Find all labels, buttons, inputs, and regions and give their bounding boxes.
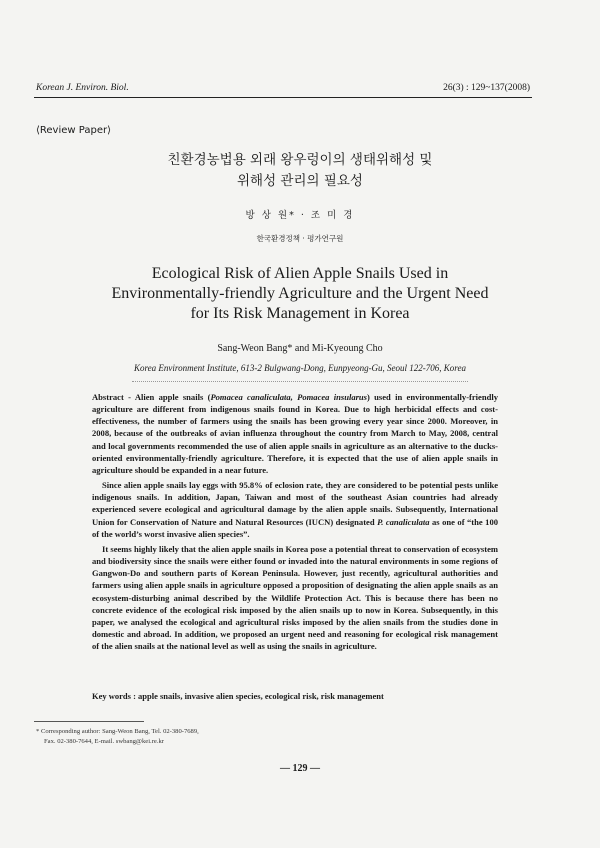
footnote-rule bbox=[34, 721, 144, 722]
english-title-line-1: Ecological Risk of Alien Apple Snails Used in bbox=[151, 265, 449, 282]
korean-authors: 방 상 원* · 조 미 경 bbox=[245, 210, 355, 221]
volume-info: 26(3) : 129~137(2008) bbox=[443, 83, 530, 93]
korean-title-line-2: 위해성 관리의 필요성 bbox=[237, 173, 363, 189]
footnote-line-2: Fax. 02-380-7644, E-mail. swbang@kei.re.kr bbox=[44, 738, 164, 745]
footnote bbox=[36, 727, 199, 747]
species-names: Pomacea canaliculata, Pomacea insularus bbox=[210, 392, 367, 402]
english-title-line-2: Environmentally-friendly Agriculture and the Urgent Need bbox=[111, 285, 489, 302]
abstract-paragraph-1 bbox=[92, 391, 498, 476]
english-title-line-3: for Its Risk Management in Korea bbox=[190, 305, 410, 322]
header-rule bbox=[34, 97, 532, 98]
english-authors: Sang-Weon Bang* and Mi-Kyeoung Cho bbox=[217, 343, 383, 354]
korean-affiliation: 한국환경정책 · 평가연구원 bbox=[256, 234, 344, 243]
species-name: P. canaliculata bbox=[377, 516, 430, 527]
abstract-paragraph-3: It seems highly likely that the alien apple snails in Korea pose a potential threat to conservation of ecosystem and biodiversity since the snails were either found or invaded into the natural environments in some regions of Gangwon-Do and southern parts of Korean Peninsula. However, just recently, agricultural authorities and farmers using alien apple snails in agriculture opposed a proposition of designating the alien apple snails as an ecosystem-disturbing animal described by the Wildlife Protection Act. This is because there has been no concrete evidence of the ecological risk imposed by the alien snails up to now in Korea. Subsequently, in this paper, we analysed the ecological and agricultural risks imposed by the alien snails from the studies done in domestic and abroad. In addition, we proposed an urgent need and reasoning for ecological risk management of the alien snails at the national level as well as using the snails in agriculture. bbox=[92, 543, 498, 652]
section-divider bbox=[132, 381, 468, 382]
abstract-paragraph-2 bbox=[92, 479, 498, 540]
korean-title-line-1: 친환경농법용 외래 왕우렁이의 생태위해성 및 bbox=[167, 152, 433, 168]
abstract-dash: - bbox=[123, 392, 135, 402]
abstract-p1-start: Alien apple snails ( bbox=[134, 392, 211, 402]
abstract-label: Abstract bbox=[92, 392, 124, 402]
page-number: — 129 — bbox=[280, 763, 320, 774]
abstract-p1-rest: ) used in environmentally-friendly agriculture are different from indigenous snails found in Korea. Due to high herbicidal effects and cost-effectiveness, the number of farmers using the snails has been growing every year since 2000. Moreover, in 2008, because of the outbreaks of avian influenza throughout the country from March to May, 2008, central and local governments recommended the use of alien apple snails in agriculture as an alternative to the ducks-oriented environmentally-friendly agriculture. Therefore, it is expected that the use of alien apple snails in agriculture should be expanded in a near future. bbox=[92, 392, 499, 475]
keywords-line: Key words : apple snails, invasive alien species, ecological risk, risk management bbox=[92, 691, 384, 701]
korean-title bbox=[0, 150, 600, 192]
english-affiliation: Korea Environment Institute, 613-2 Bulgwang-Dong, Eunpyeong-Gu, Seoul 122-706, Korea bbox=[134, 363, 466, 373]
paper-type-label: ⟨Review Paper⟩ bbox=[36, 125, 111, 136]
journal-name: Korean J. Environ. Biol. bbox=[36, 83, 129, 93]
abstract-p2-rest: as one of “the 100 of the world’s worst invasive alien species”. bbox=[92, 516, 498, 539]
abstract-p2-start: Since alien apple snails lay eggs with 95.8% of eclosion rate, they are considered to be potential pests unlike indigenous snails. In addition, Japan, Taiwan and most of the southeast Asian countries had already experienced severe ecological and agricultural damage by the alien apple snails. Subsequently, International Union for Conservation of Nature and Natural Resources (IUCN) designated bbox=[92, 480, 498, 527]
english-title bbox=[50, 264, 550, 324]
abstract-block bbox=[92, 391, 498, 655]
footnote-line-1: * Corresponding author: Sang-Weon Bang, Tel. 02-380-7689, bbox=[36, 728, 199, 735]
running-header bbox=[36, 83, 530, 95]
